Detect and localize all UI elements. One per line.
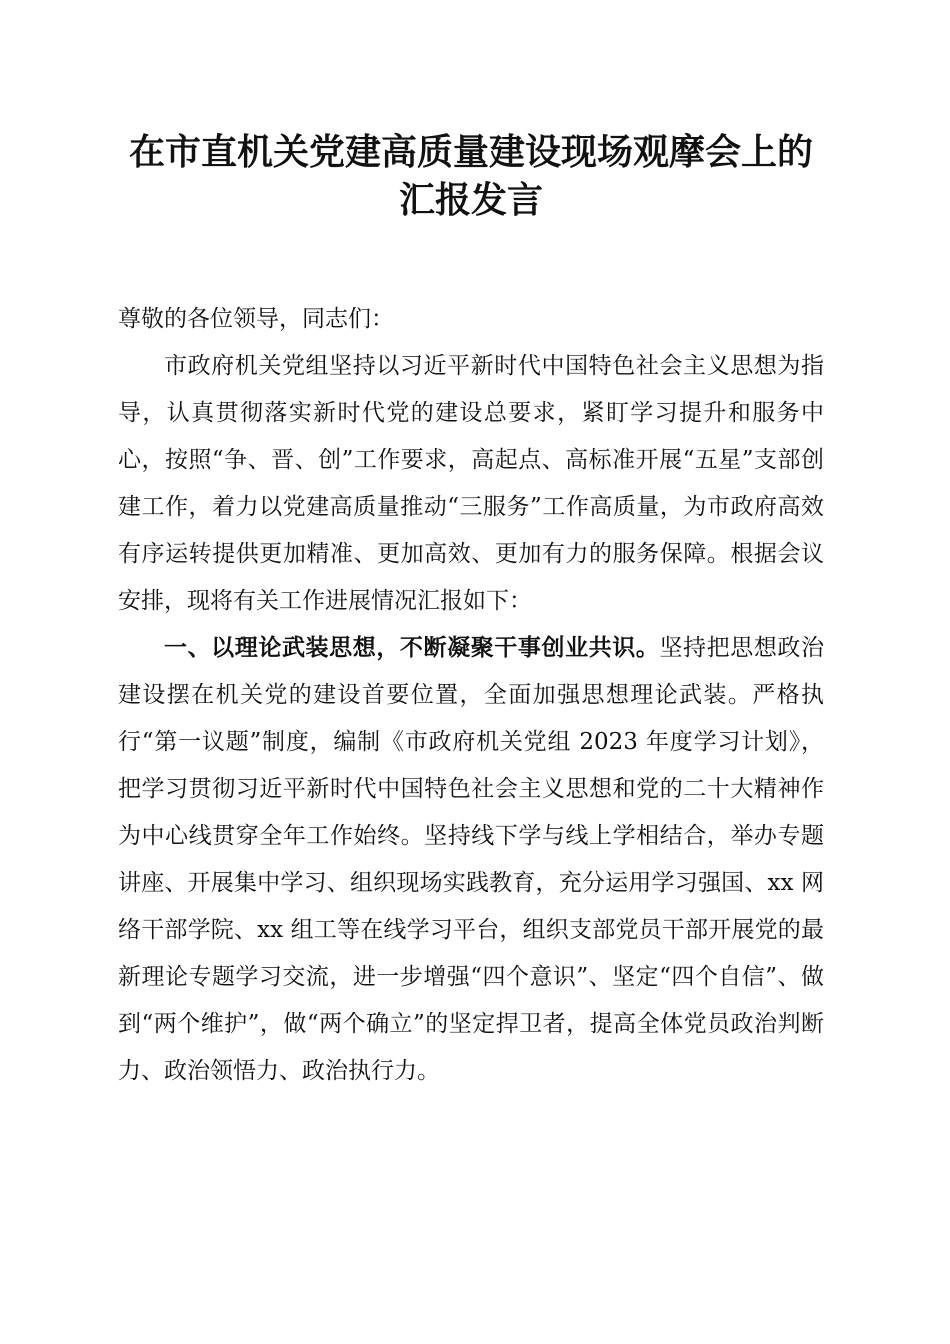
document-title: 在市直机关党建高质量建设现场观摩会上的汇报发言: [128, 131, 813, 221]
paragraph-text: 市政府机关党组坚持以习近平新时代中国特色社会主义思想为指导，认真贯彻落实新时代党的建设总要求，紧盯学习提升和服务中心，按照“争、晋、创”工作要求，高起点、高标准开展“五星”支部创建工作，着力以党建高质量推动“三服务”工作高质量，为市政府高效有序运转提供更加精准、更加高效、更加有力的服务保障。根据会议安排，现将有关工作进展情况汇报如下：: [118, 353, 824, 614]
section-heading: 一、以理论武装思想，不断凝聚干事创业共识。: [164, 635, 660, 661]
paragraph-text: 坚持把思想政治建设摆在机关党的建设首要位置，全面加强思想理论武装。严格执行“第一议题”制度，编制《市政府机关党组 2023 年度学习计划》，把学习贯彻习近平新时代中国特色社会主义思想和党的二十大精神作为中心线贯穿全年工作始终。坚持线下学与线上学相结合，举办专题讲座、开展集中学习、组织现场实践教育，充分运用学习强国、xx 网络干部学院、xx 组工等在线学习平台，组织支部党员干部开展党的最新理论专题学习交流，进一步增强“四个意识”、坚定“四个自信”、做到“两个维护”，做“两个确立”的坚定捍卫者，提高全体党员政治判断力、政治领悟力、政治执行力。: [118, 635, 825, 1084]
document-page: [118, 128, 824, 1095]
salutation: 尊敬的各位领导，同志们：: [118, 306, 394, 332]
body-paragraph-section-1: [118, 625, 824, 1095]
body-paragraph-intro: [118, 343, 824, 625]
